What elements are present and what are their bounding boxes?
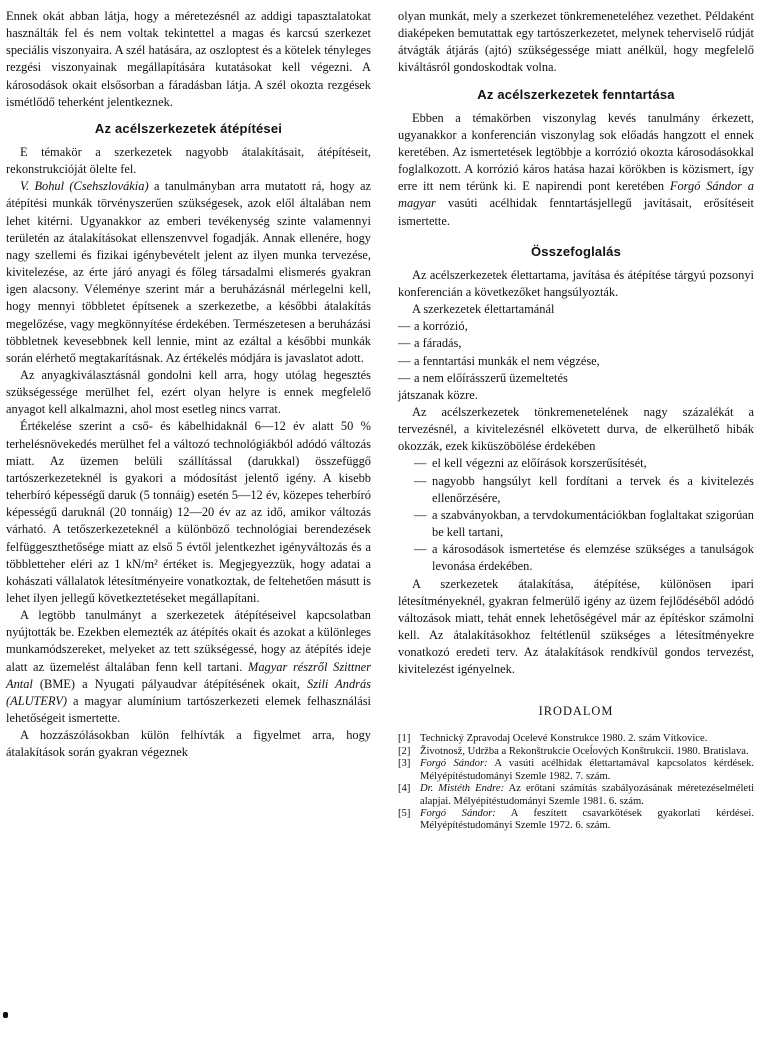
factor-list	[398, 318, 754, 387]
author-name: Forgó Sándor a magyar	[398, 179, 754, 211]
reference-text: Az erőtani számítás szabályozásának méretezéselméleti alapjai. Mélyépítéstudományi Szemle 1981. 6. szám.	[420, 783, 755, 807]
paragraph: Ennek okát abban látja, hogy a méretezésnél az addigi tapasztalatokat használták fel és nem voltak tekintettel a magas és karcsú szerkezet speciális viszonyaira. A szél hatására, az oszloptest és a kötelek tényleges rezgési viszonyainak megállapítására kutatásokat kell végezni. A károsodások okait elsősorban a fáradásban látja. A szél okozta rezgések ismétlődő teherként jelentkeznek.	[6, 9, 371, 109]
dash-icon: —	[414, 456, 427, 471]
reference-author: Dr. Mistéth Endre:	[420, 783, 505, 795]
section-heading-summary: Összefoglalás	[530, 243, 622, 259]
reference-text: A vasúti acélhidak élettartamával kapcsolatos kérdések. Mélyépítéstudományi Szemle 1982. 7. szám.	[420, 758, 754, 782]
paragraph	[398, 110, 754, 230]
list-item	[398, 541, 754, 575]
list-item	[398, 455, 754, 472]
paragraph	[6, 607, 371, 727]
paragraph-text: Ebben a témakörben viszonylag kevés tanulmány érkezett, ugyanakkor a konferencián viszonylag sok előadás hangzott el ennek keretében. Az ismertetések legtöbbje a korrózió okozta károsodásokkal foglalkozott. A korrózió káros hatása hazai körökben is közismert, így erre itt nem térünk ki. E napirendi pont keretében	[398, 110, 754, 194]
list-item-text: nagyobb hangsúlyt kell fordítani a tervek és a kivitelezés ellenőrzésére,	[432, 473, 754, 505]
reference-author: Forgó Sándor:	[420, 758, 488, 770]
section-heading-rebuilding: Az acélszerkezetek átépítései	[94, 120, 283, 136]
reference-item	[398, 808, 754, 833]
reference-number: [4]	[398, 783, 411, 795]
reference-text: A feszített csavarkötések gyakorlati kérdései. Mélyépítéstudományi Szemle 1972. 6. szám.	[420, 807, 755, 832]
list-item	[398, 370, 754, 387]
reference-number: [3]	[398, 758, 411, 770]
reference-text: Technický Zpravodaj Ocelevé Konstrukce 1980. 2. szám Vítkovice.	[420, 733, 708, 745]
list-item	[398, 507, 754, 541]
reference-number: [5]	[398, 807, 411, 819]
dash-icon: —	[398, 319, 411, 334]
dash-icon: —	[398, 353, 411, 368]
list-item-text: a fenntartási munkák el nem végzése,	[414, 353, 600, 368]
paragraph: Az acélszerkezetek tönkremenetelének nagy százalékát a tervezésnél, a kivitelezésnél elkövetett durva, de elkerülhető hibák okozzák, ezek kiküszöbölése érdekében	[398, 404, 754, 454]
list-item-text: a korrózió,	[414, 319, 468, 334]
list-item	[398, 353, 754, 370]
list-item	[398, 473, 754, 507]
recommendation-list	[398, 455, 754, 575]
right-column	[398, 8, 754, 833]
reference-author: Forgó Sándor:	[420, 807, 496, 819]
dash-icon: —	[414, 473, 427, 488]
reference-list	[398, 733, 754, 832]
ink-spot	[3, 1012, 8, 1018]
paragraph	[6, 178, 371, 367]
list-item-text: el kell végezni az előírások korszerűsítését,	[432, 456, 647, 471]
paragraph: Az anyagkiválasztásnál gondolni kell arra, hogy utólag hegesztés szükségessége merülhet fel, ezért olyan helyre is ennek megfelelő anyagot kell alkalmazni, ahol most esetleg nincs varrat.	[6, 367, 371, 417]
paragraph-text: a tanulmányban arra mutatott rá, hogy az átépítési munkák törvényszerűen szükségesek, azok elől általában nem lehet kitérni. Ugyanakkor az emberi tevékenység szinte valamennyi területén az átalakításokat ellenszenvvel fogadják. Annak ellenére, hogy nagy szellemi és fizikai igénybevételt jelent az ilyen munka tervezése, kivitelezése, az érte járó anyagi és főleg társadalmi elismerés gyakran igen alacsony. Véleménye szerint már a beruházásnál mérlegelni kell, hogy mennyi többletet építsenek a szerkezetbe, a későbbi átalakítás megelőzése, vagy megkönnyítése érdekében. Természetesen a beruházási többletnek kevesebbnek kell lennie, mint az ezáltal a későbbi munkák során elérhető megtakarításnak. Az értékelés módjára is javaslatot adott.	[6, 179, 371, 365]
list-item	[398, 335, 754, 352]
dash-icon: —	[414, 542, 427, 557]
reference-item	[398, 746, 754, 758]
paragraph: játszanak közre.	[398, 387, 478, 402]
references-heading: IRODALOM	[538, 704, 614, 719]
list-item-text: a fáradás,	[414, 336, 462, 351]
reference-text: Životnosž, Udržba a Rekonštrukcie Oceĺových Konštrukcií. 1980. Bratislava.	[420, 745, 749, 757]
reference-number: [2]	[398, 745, 411, 757]
list-item-text: a károsodások ismertetése és elemzése szükséges a tanulságok levonása érdekében.	[432, 542, 754, 574]
author-name: Magyar részről Szittner Antal	[6, 659, 372, 691]
paragraph-text: A legtöbb tanulmányt a szerkezetek átépítéseivel kapcsolatban nyújtották be. Ezekben elemezték az átépítés okait és azokat a különleges munkamódszereket, melyeket az tett szükségessé, hogy az átépítés ideje alatt az üzemelést általában fenn kell tartani.	[6, 608, 371, 674]
paragraph: Az acélszerkezetek élettartama, javítása és átépítése tárgyú pozsonyi konferencián a következőket hangsúlyozták.	[398, 267, 754, 299]
paragraph: A szerkezetek élettartamánál	[412, 302, 555, 317]
paragraph: olyan munkát, mely a szerkezet tönkremeneteléhez vezethet. Példaként diaképeken bemutattak egy tartószerkezetet, melynek teherviselő rúdját átvágták átjárás (ajtó) szükségessége miatt anélkül, hogy megfelelő kiváltásról gondoskodtak volna.	[398, 9, 754, 75]
dash-icon: —	[414, 507, 427, 522]
dash-icon: —	[398, 370, 411, 385]
list-item-text: a szabványokban, a tervdokumentációkban foglaltakat szigorúan be kell tartani,	[432, 507, 754, 540]
author-name: V. Bohul (Csehszlovákia)	[20, 179, 149, 194]
paragraph-text: (BME) a Nyugati pályaudvar átépítésének okait,	[32, 676, 307, 691]
paragraph-text: vasúti acélhidak fenntartásjellegű javításait, erősítéseit ismertette.	[398, 196, 754, 228]
paragraph: Értékelése szerint a cső- és kábelhidaknál 6—12 év alatt 50 % terhelésnövekedés merülhet fel a változó technológiákból adódó változás miatt. Az üzemen belüli szállítással (darukkal) összefüggő tartószerkezeteknél is gyakori a módosítást jelentő igény. A kisebb teherbíró képességű daruk (5 tonnáig) esetén 5—12 év, közepes teherbíró képességű daruknál (20 tonnáig) 12—20 év az az idő, amikor változás várható. A tetőszerkezeteknél a különböző technológiai berendezések felfüggeszthetősége miatt az első 5 évtől jelentkezhet igényváltozás és a többletteher eléri az 1 kN/m² értéket is. Megjegyezzük, hogy adatai a kohászati vállalatok létesítményeire vonatkoztak, de feltehetően másutt is lehet ilyen jellegű következtetéseket megállapítani.	[6, 419, 371, 605]
author-name: Szili András (ALUTERV)	[6, 676, 371, 708]
list-item	[398, 318, 754, 335]
left-column	[6, 8, 371, 762]
paragraph-text: a magyar alumínium tartószerkezeti elemek felhasználási lehetőségeit ismertette.	[6, 693, 371, 726]
paragraph: A hozzászólásokban külön felhívták a figyelmet arra, hogy átalakítások során gyakran végeznek	[6, 728, 371, 760]
dash-icon: —	[398, 336, 411, 351]
reference-number: [1]	[398, 733, 411, 745]
paragraph: E témakör a szerkezetek nagyobb átalakításait, átépítéseit, rekonstrukcióját ölelte fel.	[6, 144, 371, 177]
paragraph: A szerkezetek átalakítása, átépítése, különösen ipari létesítményeknél, gyakran felmerülő igény az üzem fejlődéséből adódó változások miatt, tehát ennek lehetőségével már az építéskor számolni kell. Az átalakításokhoz feltétlenül szükséges a létesítményekre vonatkozó eredeti terv. Az átalakítások rendkívül gondos tervezést, kivitelezést igényelnek.	[398, 576, 754, 677]
reference-item	[398, 758, 754, 783]
reference-item	[398, 783, 754, 808]
list-item-text: a nem előírásszerű üzemeltetés	[414, 370, 568, 385]
reference-item	[398, 733, 754, 745]
section-heading-maintenance: Az acélszerkezetek fenntartása	[477, 86, 675, 102]
